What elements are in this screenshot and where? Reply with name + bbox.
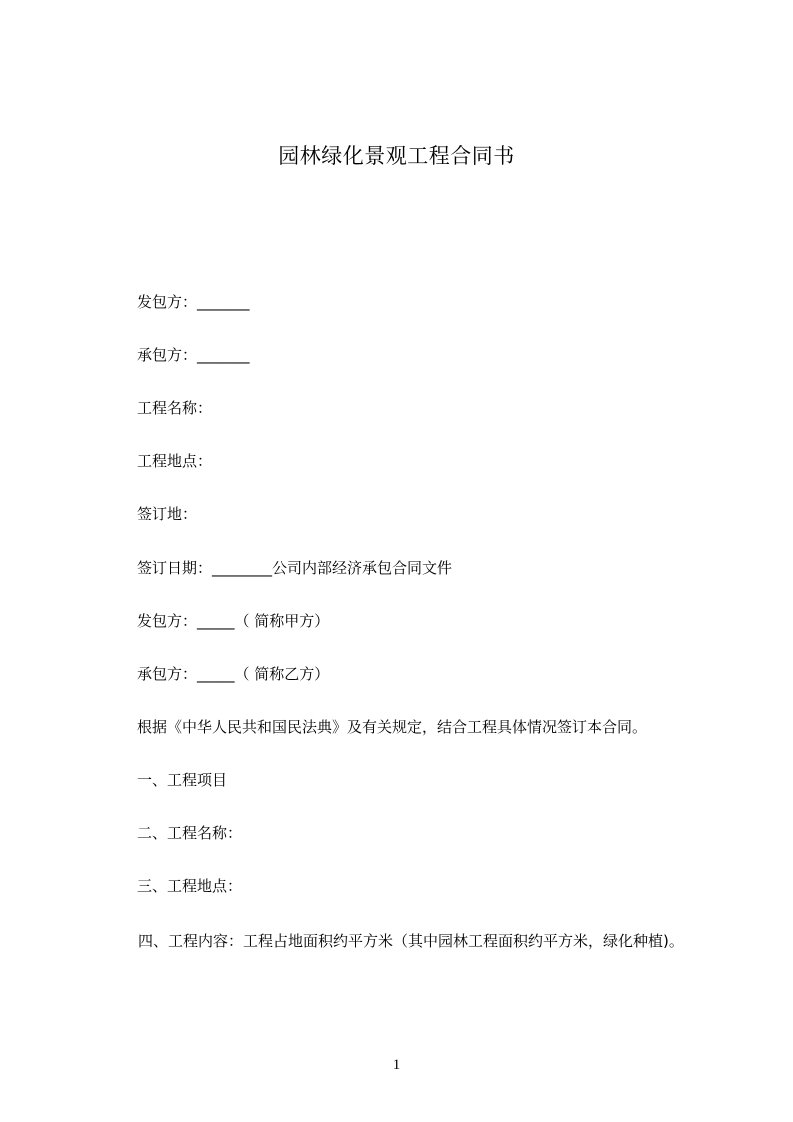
section-1-heading: 一、工程项目	[137, 771, 228, 789]
project-location-line: 工程地点：	[137, 452, 213, 470]
party-b-line: 承包方：_____（ 简称乙方）	[137, 665, 330, 683]
section-3-heading: 三、工程地点：	[137, 877, 243, 895]
project-name-line: 工程名称：	[137, 399, 213, 417]
signing-date-line: 签订日期：________公司内部经济承包合同文件	[137, 559, 453, 577]
signing-place-line: 签订地：	[137, 505, 198, 523]
contractor-line: 承包方：_______	[137, 346, 250, 364]
page-number: 1	[392, 1057, 401, 1073]
document-title: 园林绿化景观工程合同书	[278, 144, 515, 168]
legal-basis-line: 根据《中华人民共和国民法典》及有关规定，结合工程具体情况签订本合同。	[137, 718, 648, 736]
section-2-heading: 二、工程名称：	[137, 824, 243, 842]
employer-line: 发包方：_______	[137, 293, 250, 311]
party-a-line: 发包方：_____（ 简称甲方）	[137, 612, 330, 630]
section-4-paragraph: 四、工程内容：工程占地面积约平方米（其中园林工程面积约平方米，绿化种植)。	[138, 932, 684, 950]
